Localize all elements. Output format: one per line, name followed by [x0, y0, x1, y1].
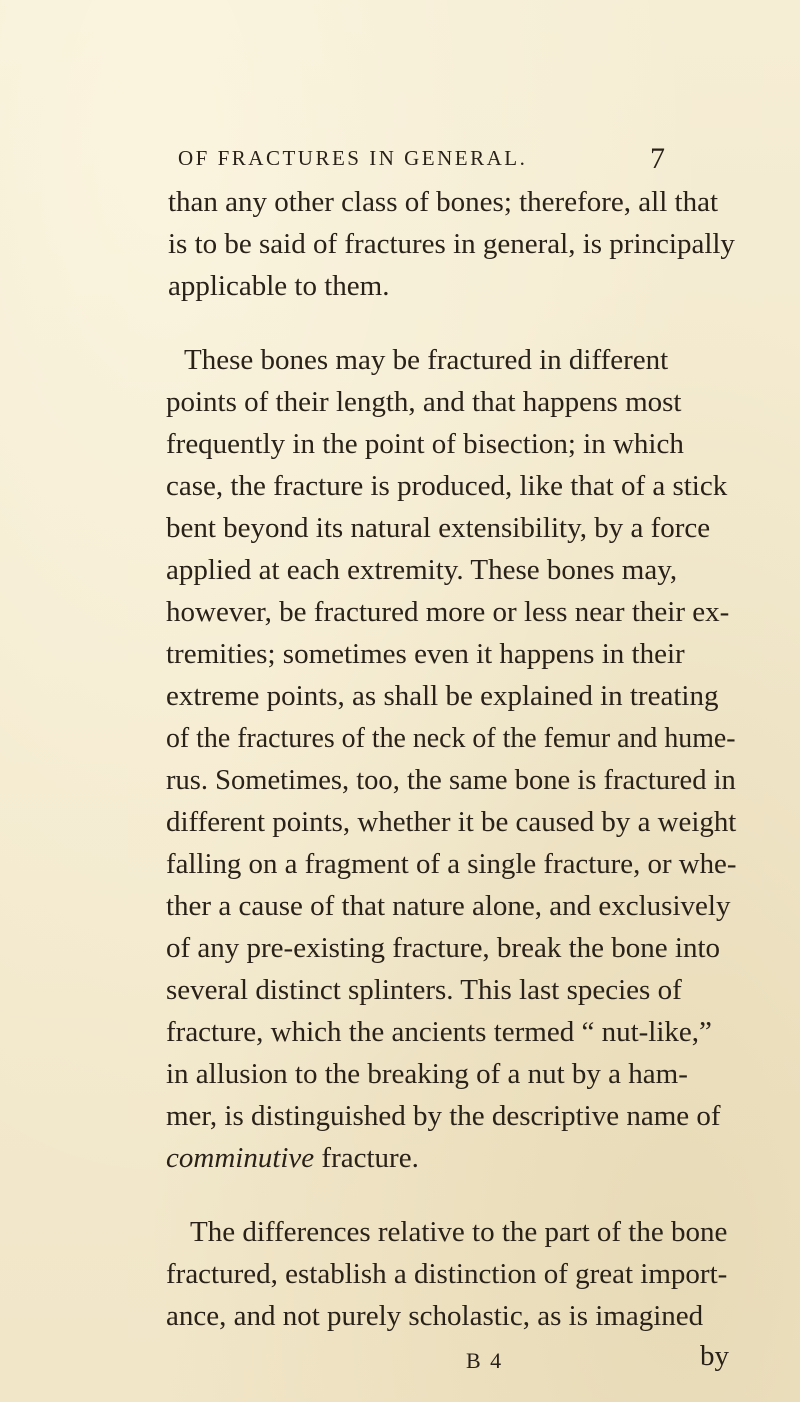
- text-line: ther a cause of that nature alone, and exclusively: [166, 890, 731, 922]
- text-line: different points, whether it be caused by a weight: [166, 806, 737, 838]
- text-line: several distinct splinters. This last species of: [166, 974, 682, 1006]
- text-line: than any other class of bones; therefore, all that: [168, 186, 718, 218]
- text-line: The differences relative to the part of the bone: [190, 1216, 728, 1248]
- running-title: OF FRACTURES IN GENERAL.: [178, 146, 528, 170]
- text-line: applied at each extremity. These bones may,: [166, 554, 678, 586]
- text-line: of any pre-existing fracture, break the bone into: [166, 932, 721, 964]
- text-line: extreme points, as shall be explained in treating: [166, 680, 719, 712]
- text-line: rus. Sometimes, too, the same bone is fractured in: [166, 764, 736, 796]
- catchword: by: [700, 1340, 729, 1372]
- text-line: falling on a fragment of a single fracture, or whe-: [166, 848, 737, 880]
- text-line: frequently in the point of bisection; in which: [166, 428, 684, 460]
- text-fragment: fracture.: [314, 1142, 419, 1174]
- running-head: [178, 142, 678, 176]
- text-line: fractured, establish a distinction of great import-: [166, 1258, 728, 1290]
- text-line: case, the fracture is produced, like that of a stick: [166, 470, 728, 502]
- text-line: [166, 1144, 419, 1173]
- text-line: of the fractures of the neck of the femur and hume-: [166, 722, 736, 754]
- text-line: is to be said of fractures in general, is principally: [168, 228, 735, 260]
- text-line: mer, is distinguished by the descriptive name of: [166, 1100, 721, 1132]
- text-line: tremities; sometimes even it happens in their: [166, 638, 685, 670]
- text-line: applicable to them.: [168, 270, 390, 302]
- signature-mark: B 4: [466, 1348, 504, 1373]
- text-line: however, be fractured more or less near their ex-: [166, 596, 730, 628]
- text-line: fracture, which the ancients termed “ nut-like,”: [166, 1016, 712, 1048]
- page-number: 7: [650, 142, 665, 175]
- text-line: bent beyond its natural extensibility, by a force: [166, 512, 711, 544]
- text-line: points of their length, and that happens most: [166, 386, 682, 418]
- text-line: ance, and not purely scholastic, as is imagined: [166, 1300, 704, 1332]
- italic-term: comminutive: [166, 1142, 315, 1174]
- text-line: in allusion to the breaking of a nut by a ham-: [166, 1058, 688, 1090]
- text-line: These bones may be fractured in different: [184, 344, 669, 376]
